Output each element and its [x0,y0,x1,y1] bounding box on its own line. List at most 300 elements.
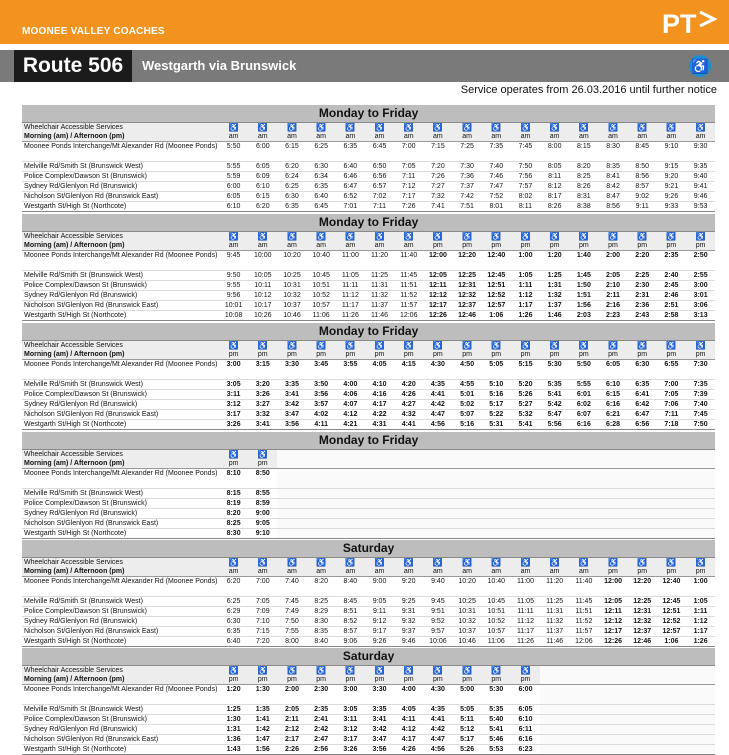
departure-time [569,529,598,539]
departure-time: 9:40 [423,577,452,597]
stop-row [22,202,715,212]
wheelchair-icon: ♿ [307,666,336,676]
stop-name: Nicholson St/Glenlyon Rd (Brunswick East) [22,735,219,745]
wheelchair-icon: ♿ [219,341,248,351]
ampm-cell: pm [453,241,482,251]
departure-time [657,519,686,529]
departure-time: 1:56 [569,301,598,311]
stop-row [22,489,715,499]
wheelchair-icon: ♿ [336,341,365,351]
wheelchair-icon: ♿ [336,666,365,676]
departure-time: 11:32 [540,617,569,627]
stop-row [22,617,715,627]
timetable-title: Monday to Friday [22,323,715,341]
departure-time: 2:36 [628,301,657,311]
departure-time: 5:07 [453,410,482,420]
departure-time: 10:32 [277,291,306,301]
ampm-cell: am [307,567,336,577]
departure-time: 1:31 [219,725,248,735]
departure-time [657,705,686,715]
departure-time: 11:51 [569,607,598,617]
departure-time: 9:10 [248,529,277,539]
departure-time: 11:00 [511,577,540,597]
departure-time: 7:26 [423,172,452,182]
departure-time: 4:16 [365,390,394,400]
departure-time: 8:41 [598,172,627,182]
departure-time: 4:20 [394,380,423,390]
departure-time: 4:27 [394,400,423,410]
departure-time: 7:10 [248,617,277,627]
departure-time [569,519,598,529]
departure-time: 3:00 [686,281,715,291]
departure-time: 8:35 [598,162,627,172]
departure-time [540,725,569,735]
departure-time: 3:26 [219,420,248,430]
departure-time: 4:47 [423,410,452,420]
ampm-cell: pm [336,350,365,360]
wheelchair-icon: ♿ [307,123,336,133]
departure-time: 11:46 [540,637,569,647]
departure-time: 6:46 [336,172,365,182]
departure-time [482,469,511,489]
departure-time [423,499,452,509]
departure-time: 7:00 [657,380,686,390]
departure-time: 6:15 [248,192,277,202]
empty-cell [628,666,657,676]
wheelchair-icon: ♿ [598,341,627,351]
departure-time: 3:11 [219,390,248,400]
wheelchair-icon: ♿ [453,123,482,133]
departure-time: 8:25 [307,597,336,607]
ampm-cell: am [307,241,336,251]
departure-time: 5:05 [482,360,511,380]
stop-row [22,291,715,301]
departure-time: 6:30 [628,360,657,380]
departure-time [365,499,394,509]
departure-time: 1:36 [219,735,248,745]
timetable-title: Saturday [22,540,715,558]
departure-time: 8:59 [248,499,277,509]
wheelchair-icon: ♿ [540,558,569,568]
departure-time: 11:26 [336,311,365,321]
departure-time: 3:56 [307,390,336,400]
ampm-cell: pm [482,675,511,685]
departure-time: 3:41 [277,390,306,400]
departure-time [686,685,715,705]
ampm-cell [686,459,715,469]
departure-time: 12:11 [598,607,627,617]
wheelchair-row-label: Wheelchair Accessible Services [22,123,219,133]
departure-time: 11:06 [482,637,511,647]
ampm-cell: pm [598,567,627,577]
stop-row [22,281,715,291]
departure-time: 6:16 [598,400,627,410]
departure-time [628,725,657,735]
departure-time: 12:57 [657,627,686,637]
departure-time: 9:21 [657,182,686,192]
departure-time [628,685,657,705]
wheelchair-icon: ♿ [569,341,598,351]
departure-time [686,529,715,539]
stop-name: Sydney Rd/Glenlyon Rd (Brunswick) [22,509,219,519]
departure-time: 10:52 [482,617,511,627]
departure-time: 11:11 [511,607,540,617]
departure-time: 5:26 [453,745,482,755]
ampm-cell: pm [628,241,657,251]
stop-row [22,301,715,311]
ampm-cell: pm [248,675,277,685]
ampm-cell [598,459,627,469]
departure-time: 5:40 [482,715,511,725]
departure-time: 3:17 [336,735,365,745]
departure-time: 6:35 [307,182,336,192]
departure-time: 7:57 [511,182,540,192]
wheelchair-icon: ♿ [423,232,452,242]
departure-time: 5:17 [453,735,482,745]
departure-time: 7:15 [423,142,452,162]
departure-time [686,469,715,489]
ampm-cell: am [423,567,452,577]
stop-row [22,499,715,509]
departure-time: 10:57 [307,301,336,311]
departure-time: 6:23 [511,745,540,755]
departure-time [598,469,627,489]
departure-time: 1:25 [540,271,569,281]
departure-time: 6:16 [511,735,540,745]
departure-time: 1:11 [686,607,715,617]
stop-name: Sydney Rd/Glenlyon Rd (Brunswick) [22,291,219,301]
departure-time: 5:02 [453,400,482,410]
departure-time: 8:11 [511,202,540,212]
departure-time [277,509,306,519]
departure-time: 7:26 [394,202,423,212]
departure-time: 7:45 [686,410,715,420]
stop-name: Sydney Rd/Glenlyon Rd (Brunswick) [22,400,219,410]
departure-time: 7:40 [277,577,306,597]
departure-time: 9:10 [657,142,686,162]
departure-time: 11:57 [394,301,423,311]
departure-time: 9:46 [686,192,715,202]
departure-time: 4:56 [423,745,452,755]
departure-time: 7:01 [336,202,365,212]
wheelchair-row-label: Wheelchair Accessible Services [22,341,219,351]
departure-time: 12:51 [657,607,686,617]
departure-time: 8:35 [307,627,336,637]
departure-time [365,529,394,539]
departure-time: 10:08 [219,311,248,321]
ampm-cell: pm [657,567,686,577]
wheelchair-icon: ♿ [686,232,715,242]
departure-time: 8:52 [336,617,365,627]
wheelchair-icon: ♿ [657,558,686,568]
empty-cell [598,450,627,460]
departure-time: 11:17 [511,627,540,637]
wheelchair-icon: ♿ [482,666,511,676]
departure-time: 12:37 [453,301,482,311]
wheelchair-icon: ♿ [540,341,569,351]
ampm-cell: am [219,567,248,577]
departure-time: 1:06 [657,637,686,647]
departure-time: 10:37 [453,627,482,637]
departure-time: 7:00 [248,577,277,597]
departure-time: 2:11 [277,715,306,725]
departure-time: 6:35 [628,380,657,390]
departure-time: 10:31 [453,607,482,617]
empty-cell [453,450,482,460]
departure-time: 6:20 [277,162,306,172]
departure-time [628,735,657,745]
departure-time [423,489,452,499]
ampm-cell: am [482,132,511,142]
ampm-cell: pm [540,350,569,360]
departure-time: 2:35 [657,251,686,271]
departure-time: 4:41 [394,420,423,430]
departure-time [511,499,540,509]
departure-time: 1:50 [569,281,598,291]
departure-time: 8:30 [307,617,336,627]
pt-logo [660,4,720,40]
ampm-cell: pm [307,350,336,360]
departure-time [394,529,423,539]
departure-time [336,529,365,539]
departure-time: 5:12 [453,725,482,735]
departure-time: 8:38 [569,202,598,212]
departure-time [540,705,569,715]
stop-name: Sydney Rd/Glenlyon Rd (Brunswick) [22,725,219,735]
departure-time: 2:20 [628,251,657,271]
stop-row [22,637,715,647]
departure-time: 9:12 [365,617,394,627]
departure-time: 12:05 [423,271,452,281]
departure-time: 3:35 [277,380,306,390]
departure-time: 6:52 [336,192,365,202]
departure-time: 8:50 [628,162,657,172]
departure-time: 1:31 [540,281,569,291]
stop-row [22,725,715,735]
stop-name: Westgarth St/High St (Northcote) [22,420,219,430]
departure-time: 5:35 [540,380,569,390]
departure-time: 2:51 [657,301,686,311]
stop-name: Moonee Ponds Interchange/Mt Alexander Rd (Moonee Ponds) [22,577,219,597]
departure-time: 8:26 [540,202,569,212]
empty-cell [307,450,336,460]
departure-time: 12:40 [482,251,511,271]
departure-time: 7:41 [423,202,452,212]
departure-time: 7:42 [453,192,482,202]
departure-time: 11:31 [365,281,394,291]
departure-time: 5:41 [511,420,540,430]
departure-time: 6:16 [569,420,598,430]
wheelchair-icon: ♿ [482,341,511,351]
stop-name: Moonee Ponds Interchange/Mt Alexander Rd (Moonee Ponds) [22,251,219,271]
departure-time [336,489,365,499]
service-notice: Service operates from 26.03.2016 until further notice [460,84,717,96]
departure-time: 9:56 [219,291,248,301]
departure-time: 9:30 [686,142,715,162]
departure-time: 9:11 [628,202,657,212]
wheelchair-icon: ♿ [248,666,277,676]
departure-time: 9:17 [365,627,394,637]
departure-time: 6:29 [219,607,248,617]
departure-time: 1:32 [540,291,569,301]
stop-name: Nicholson St/Glenlyon Rd (Brunswick East) [22,627,219,637]
wheelchair-icon: ♿ [628,123,657,133]
departure-time: 1:37 [540,301,569,311]
timetable-block [22,105,715,212]
ampm-cell: am [453,132,482,142]
departure-time: 8:45 [336,597,365,607]
departure-time: 7:49 [277,607,306,617]
ampm-cell: pm [657,350,686,360]
timetable-title: Saturday [22,648,715,666]
wheelchair-icon: ♿ [540,123,569,133]
departure-time: 12:52 [657,617,686,627]
stop-row [22,360,715,380]
departure-time: 6:40 [219,637,248,647]
departure-time: 6:21 [598,410,627,420]
ampm-cell: pm [511,241,540,251]
departure-time [598,685,627,705]
operator-name: MOONEE VALLEY COACHES [22,26,165,37]
departure-time: 1:56 [248,745,277,755]
wheelchair-row-label: Wheelchair Accessible Services [22,232,219,242]
wheelchair-icon: ♿ [686,558,715,568]
departure-time: 8:15 [569,142,598,162]
departure-time: 8:55 [248,489,277,499]
departure-time [628,499,657,509]
departure-time: 5:35 [482,705,511,715]
stop-name: Melville Rd/Smith St (Brunswick West) [22,597,219,607]
timetable-title: Monday to Friday [22,214,715,232]
ampm-cell: am [365,241,394,251]
ampm-row-label: Morning (am) / Afternoon (pm) [22,241,219,251]
departure-time [540,735,569,745]
departure-time: 2:30 [307,685,336,705]
departure-time: 10:12 [248,291,277,301]
ampm-cell: pm [657,241,686,251]
departure-time [569,705,598,715]
departure-time: 11:20 [540,577,569,597]
departure-time: 3:12 [336,725,365,735]
departure-time [540,685,569,705]
departure-time [482,489,511,499]
departure-time: 6:07 [569,410,598,420]
empty-cell [277,450,306,460]
departure-time: 9:41 [686,182,715,192]
departure-time: 7:17 [394,192,423,202]
ampm-cell: pm [423,350,452,360]
departure-time [277,519,306,529]
departure-time: 9:05 [248,519,277,529]
departure-time [365,519,394,529]
departure-time: 1:43 [219,745,248,755]
ampm-cell [657,459,686,469]
departure-time: 5:26 [511,390,540,400]
departure-time: 9:26 [365,637,394,647]
departure-time: 6:10 [248,182,277,192]
departure-time: 5:56 [540,420,569,430]
departure-time: 7:06 [657,400,686,410]
departure-time: 4:42 [423,400,452,410]
departure-time: 6:56 [365,172,394,182]
departure-time [628,489,657,499]
wheelchair-icon: ♿ [394,232,423,242]
wheelchair-icon: ♿ [482,558,511,568]
departure-time: 12:37 [628,627,657,637]
empty-cell [365,450,394,460]
ampm-cell [423,459,452,469]
ampm-cell: pm [482,241,511,251]
wheelchair-icon: ♿ [628,232,657,242]
stop-name: Police Complex/Dawson St (Brunswick) [22,715,219,725]
departure-time: 12:12 [598,617,627,627]
departure-time [365,509,394,519]
departure-time: 7:27 [423,182,452,192]
departure-time: 3:41 [365,715,394,725]
stop-name: Westgarth St/High St (Northcote) [22,311,219,321]
departure-time: 11:12 [336,291,365,301]
ampm-cell [277,459,306,469]
departure-time: 9:00 [365,577,394,597]
stop-name: Moonee Ponds Interchange/Mt Alexander Rd (Moonee Ponds) [22,685,219,705]
departure-time: 11:00 [336,251,365,271]
wheelchair-icon: ♿ [453,232,482,242]
departure-time: 12:25 [628,597,657,607]
departure-time: 11:11 [336,281,365,291]
departure-time: 3:55 [336,360,365,380]
wheelchair-icon: ♿ [453,666,482,676]
departure-time: 3:42 [277,400,306,410]
ampm-cell: pm [219,459,248,469]
departure-time: 1:25 [219,705,248,715]
departure-time [686,725,715,735]
wheelchair-icon: ♿ [365,232,394,242]
departure-time: 7:12 [394,182,423,192]
departure-time [423,469,452,489]
departure-time: 3:45 [307,360,336,380]
wheelchair-icon: ♿ [336,232,365,242]
ampm-cell: am [569,567,598,577]
departure-time: 11:37 [365,301,394,311]
empty-cell [423,450,452,460]
departure-time: 7:55 [277,627,306,637]
timetable-block [22,214,715,321]
ampm-cell: am [336,132,365,142]
stop-row [22,380,715,390]
departure-time [540,509,569,519]
ampm-cell: pm [219,350,248,360]
departure-time: 8:56 [598,202,627,212]
departure-time: 5:41 [482,725,511,735]
departure-time: 2:05 [277,705,306,715]
departure-time: 3:11 [336,715,365,725]
departure-time: 5:50 [219,142,248,162]
departure-time: 8:56 [628,172,657,182]
departure-time: 8:12 [540,182,569,192]
stop-row [22,705,715,715]
departure-time [307,529,336,539]
departure-time: 10:17 [248,301,277,311]
departure-time: 3:47 [277,410,306,420]
departure-time: 2:40 [657,271,686,281]
wheelchair-icon: ♿ [365,341,394,351]
stop-row [22,400,715,410]
ampm-cell [628,675,657,685]
departure-time [307,519,336,529]
wheelchair-icon: ♿ [365,666,394,676]
departure-time [686,705,715,715]
departure-time: 9:06 [336,637,365,647]
